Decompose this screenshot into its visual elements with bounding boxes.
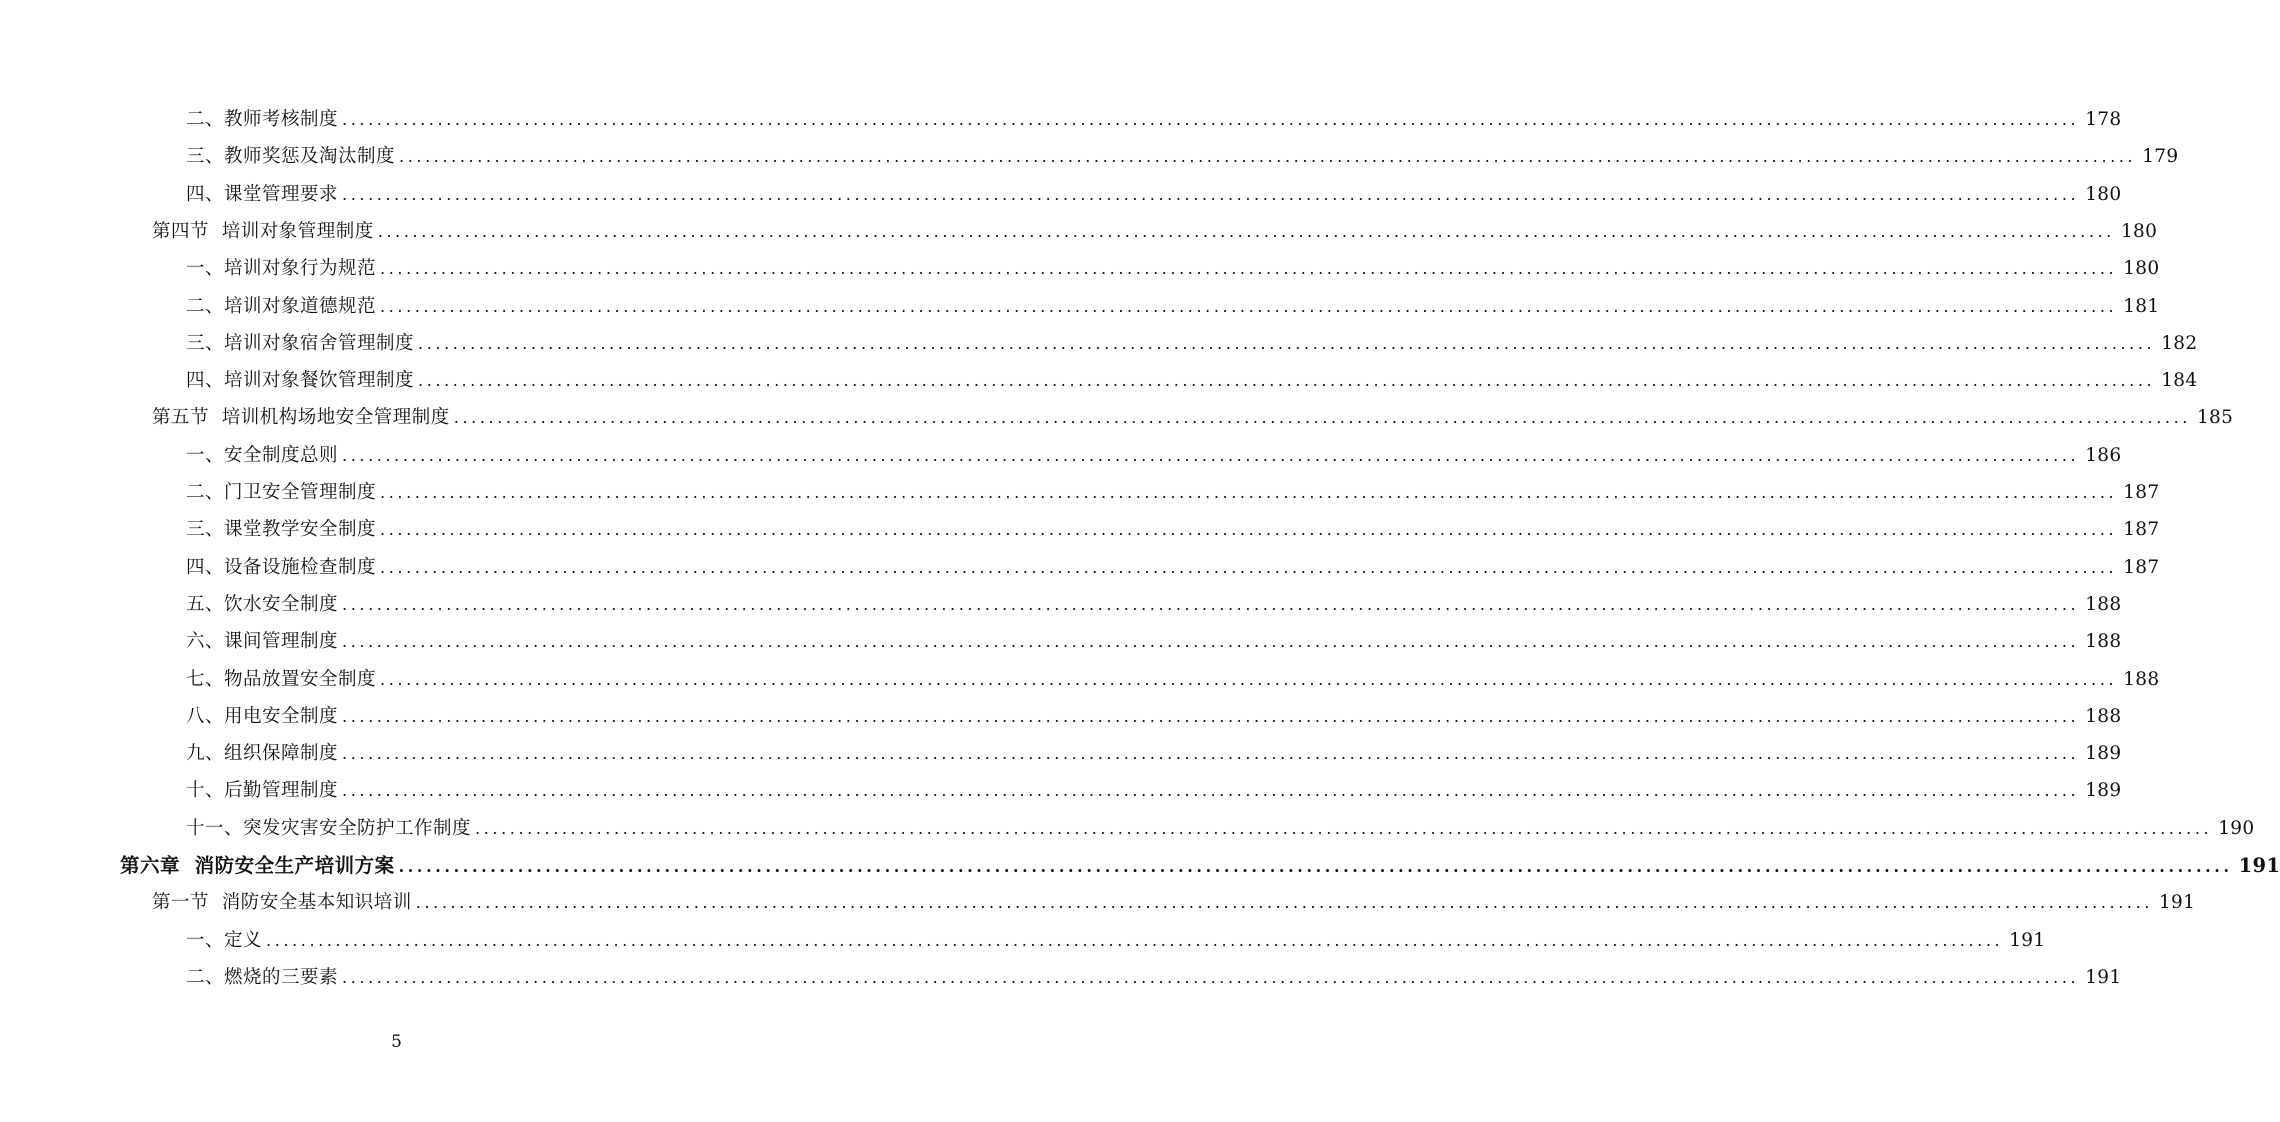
toc-item-entry[interactable] [186, 665, 2160, 695]
toc-item-entry[interactable] [186, 478, 2160, 508]
toc-item-entry[interactable] [186, 254, 2160, 284]
toc-chapter-entry[interactable] [120, 851, 2280, 881]
toc-entry-page-number: 180 [2123, 258, 2160, 280]
toc-dot-leader: ........................................................................................................................................................................................................ [418, 371, 2156, 391]
toc-entry-page-number: 191 [2085, 966, 2122, 988]
toc-dot-leader: ........................................................................................................................................................................................................ [418, 333, 2156, 353]
toc-dot-leader: ........................................................................................................................................................................................................ [398, 857, 2233, 876]
toc-entry-title: 十、后勤管理制度 [186, 780, 339, 802]
toc-item-entry[interactable] [186, 366, 2198, 396]
toc-entry-page-number: 190 [2218, 817, 2255, 839]
toc-item-entry[interactable] [186, 814, 2255, 844]
toc-entry-page-number: 191 [2238, 854, 2280, 877]
toc-item-entry[interactable] [186, 515, 2160, 545]
toc-entry-page-number: 182 [2161, 332, 2198, 354]
toc-section-entry[interactable] [152, 403, 2234, 433]
toc-entry-title: 九、组织保障制度 [186, 743, 339, 765]
toc-item-entry[interactable] [186, 627, 2122, 657]
toc-entry-title: 二、门卫安全管理制度 [186, 482, 377, 503]
toc-dot-leader: ........................................................................................................................................................................................................ [342, 110, 2080, 129]
toc-entry-page-number: 181 [2123, 295, 2160, 317]
toc-item-entry[interactable] [186, 553, 2160, 583]
toc-item-entry[interactable] [186, 590, 2122, 620]
toc-entry-page-number: 191 [2158, 892, 2196, 914]
toc-entry-title: 三、课堂教学安全制度 [186, 519, 377, 541]
toc-entry-page-number: 184 [2161, 370, 2198, 392]
toc-item-entry[interactable] [186, 441, 2122, 471]
toc-entry-page-number: 187 [2123, 519, 2160, 541]
toc-entry-title: 三、教师奖惩及淘汰制度 [186, 146, 396, 168]
toc-dot-leader: ........................................................................................................................................................................................................ [266, 930, 2004, 950]
toc-dot-leader: ........................................................................................................................................................................................................ [342, 744, 2080, 764]
toc-item-entry[interactable] [186, 180, 2122, 210]
toc-item-entry[interactable] [186, 329, 2198, 359]
toc-dot-leader: ........................................................................................................................................................................................................ [380, 259, 2118, 279]
toc-dot-leader: ........................................................................................................................................................................................................ [342, 967, 2080, 987]
toc-item-entry[interactable] [186, 292, 2160, 322]
toc-entry-title: 二、燃烧的三要素 [186, 966, 339, 988]
toc-item-entry[interactable] [186, 739, 2122, 769]
toc-entry-page-number: 180 [2085, 183, 2122, 205]
toc-entry-page-number: 187 [2123, 482, 2160, 503]
toc-dot-leader: ........................................................................................................................................................................................................ [380, 520, 2118, 540]
toc-entry-page-number: 186 [2085, 444, 2122, 466]
toc-entry-title: 第四节 培训对象管理制度 [152, 220, 374, 242]
toc-dot-leader: ........................................................................................................................................................................................................ [380, 557, 2118, 577]
toc-entry-title: 二、教师考核制度 [186, 109, 339, 130]
toc-entry-title: 一、培训对象行为规范 [186, 258, 377, 280]
toc-entry-page-number: 185 [2196, 407, 2234, 429]
toc-entry-page-number: 188 [2085, 705, 2122, 727]
toc-dot-leader: ........................................................................................................................................................................................................ [399, 147, 2137, 167]
toc-entry-title: 三、培训对象宿舍管理制度 [186, 332, 415, 354]
toc-dot-leader: ........................................................................................................................................................................................................ [342, 706, 2080, 726]
toc-dot-leader: ........................................................................................................................................................................................................ [380, 669, 2118, 689]
toc-dot-leader: ........................................................................................................................................................................................................ [342, 594, 2080, 614]
toc-dot-leader: ........................................................................................................................................................................................................ [377, 221, 2115, 241]
toc-dot-leader: ........................................................................................................................................................................................................ [342, 445, 2080, 465]
toc-entry-title: 一、定义 [186, 929, 263, 951]
toc-entry-page-number: 189 [2085, 780, 2122, 802]
toc-entry-title: 四、设备设施检查制度 [186, 556, 377, 578]
toc-section-entry[interactable] [152, 217, 2158, 247]
toc-item-entry[interactable] [186, 776, 2122, 806]
toc-dot-leader: ........................................................................................................................................................................................................ [342, 781, 2080, 801]
toc-dot-leader: ........................................................................................................................................................................................................ [453, 408, 2191, 428]
toc-dot-leader: ........................................................................................................................................................................................................ [342, 184, 2080, 204]
toc-entry-title: 七、物品放置安全制度 [186, 668, 377, 690]
toc-entry-page-number: 188 [2085, 631, 2122, 653]
toc-entry-page-number: 178 [2085, 109, 2122, 130]
toc-entry-page-number: 179 [2142, 146, 2179, 168]
toc-entry-title: 第六章 消防安全生产培训方案 [120, 854, 395, 877]
toc-entry-page-number: 187 [2123, 556, 2160, 578]
toc-item-entry[interactable] [186, 963, 2122, 993]
page-number: 5 [391, 1032, 402, 1052]
toc-entry-page-number: 189 [2085, 743, 2122, 765]
toc-dot-leader: ........................................................................................................................................................................................................ [342, 632, 2080, 652]
toc-item-entry[interactable] [186, 702, 2122, 732]
toc-item-entry[interactable] [186, 142, 2179, 172]
toc-entry-title: 六、课间管理制度 [186, 631, 339, 653]
toc-entry-title: 四、课堂管理要求 [186, 183, 339, 205]
toc-item-entry[interactable] [186, 926, 2046, 956]
toc-dot-leader: ........................................................................................................................................................................................................ [380, 296, 2118, 316]
toc-entry-page-number: 180 [2120, 220, 2158, 242]
toc-dot-leader: ........................................................................................................................................................................................................ [380, 483, 2118, 502]
toc-entry-page-number: 191 [2009, 929, 2046, 951]
toc-entry-title: 五、饮水安全制度 [186, 593, 339, 615]
toc-entry-title: 二、培训对象道德规范 [186, 295, 377, 317]
toc-entry-title: 十一、突发灾害安全防护工作制度 [186, 817, 472, 839]
toc-section-entry[interactable] [152, 888, 2196, 918]
toc-item-entry[interactable] [186, 105, 2122, 135]
toc-entry-title: 第五节 培训机构场地安全管理制度 [152, 407, 450, 429]
toc-entry-page-number: 188 [2123, 668, 2160, 690]
toc-entry-title: 四、培训对象餐饮管理制度 [186, 370, 415, 392]
toc-entry-title: 第一节 消防安全基本知识培训 [152, 892, 412, 914]
toc-entry-page-number: 188 [2085, 593, 2122, 615]
toc-dot-leader: ........................................................................................................................................................................................................ [475, 818, 2213, 838]
toc-entry-title: 八、用电安全制度 [186, 705, 339, 727]
toc-dot-leader: ........................................................................................................................................................................................................ [415, 893, 2153, 913]
toc-entry-title: 一、安全制度总则 [186, 444, 339, 466]
